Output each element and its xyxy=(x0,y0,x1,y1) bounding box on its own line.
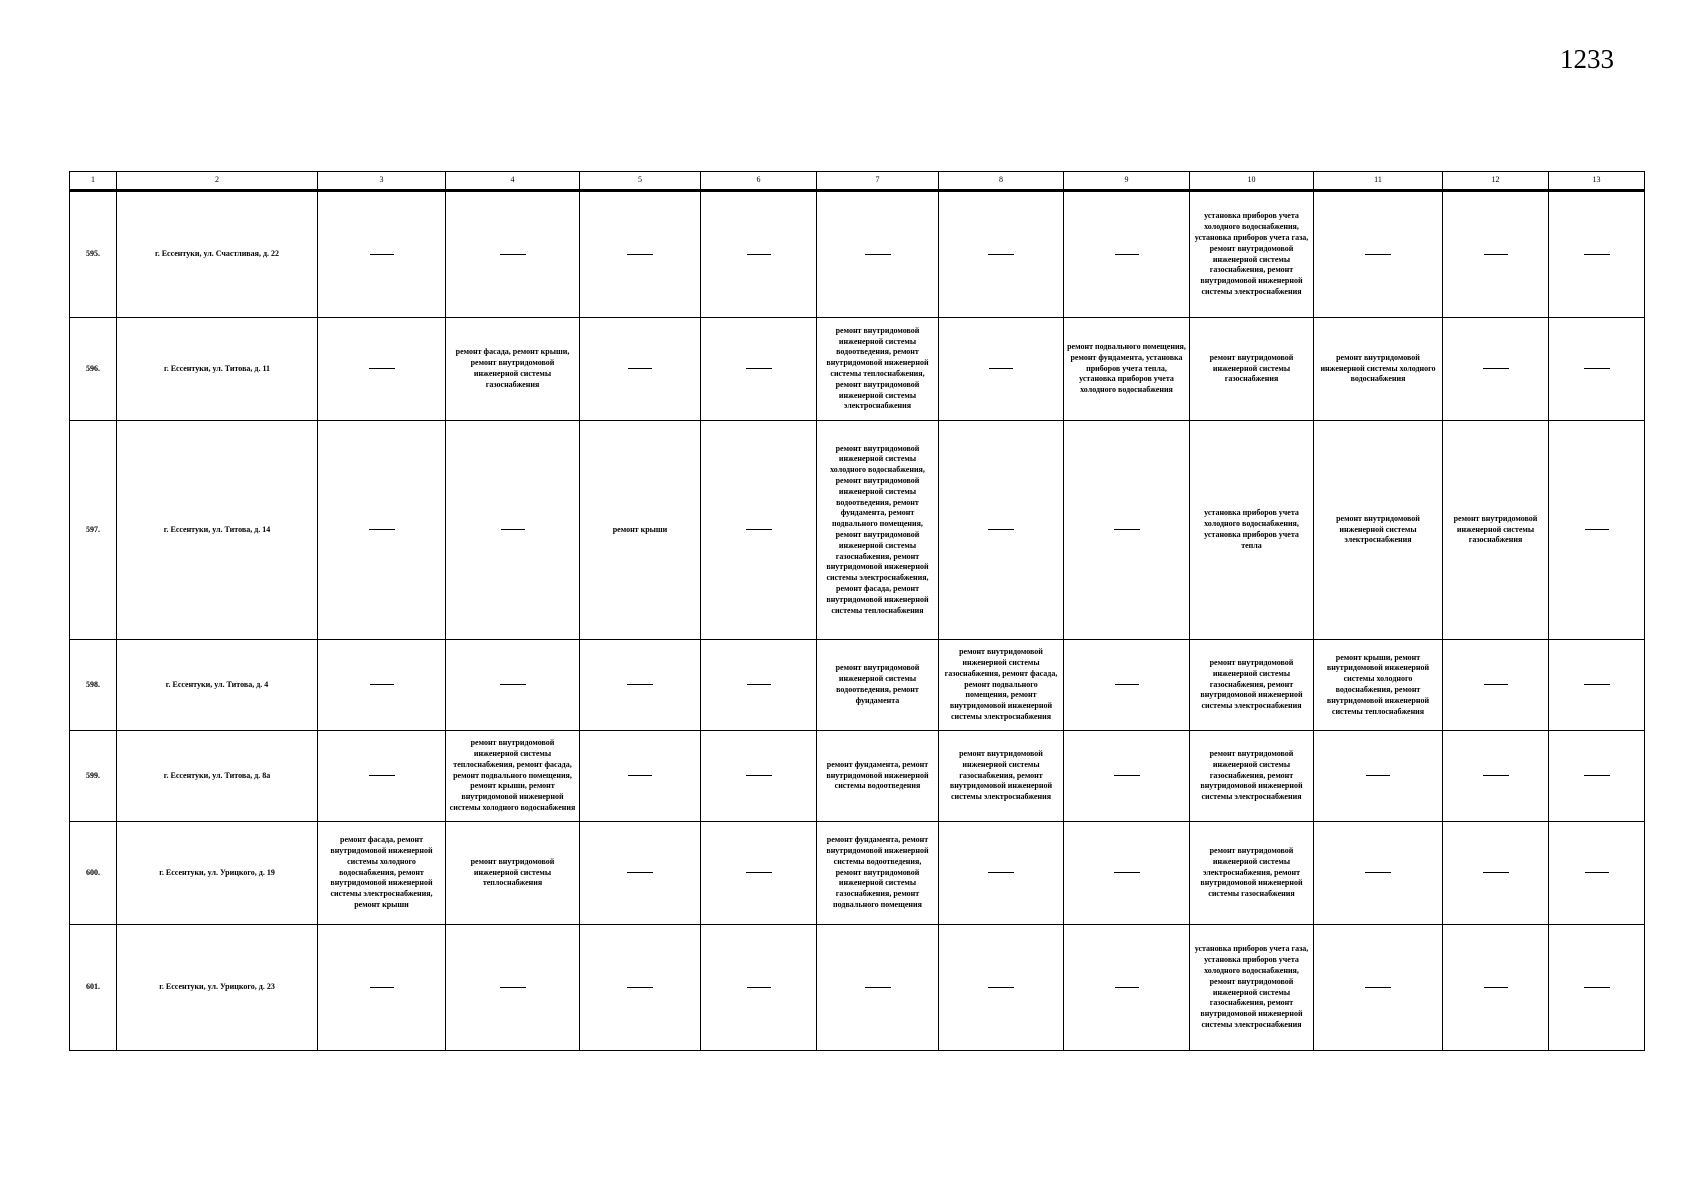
empty-cell-dash xyxy=(1443,318,1549,421)
dash-mark xyxy=(1365,254,1391,255)
empty-cell-dash xyxy=(446,925,580,1051)
work-type-cell: ремонт внутридомовой инженерной системы газоснабжения, ремонт внутридомовой инженерной системы электроснабжения xyxy=(1190,731,1314,822)
dash-mark xyxy=(628,368,652,369)
column-header-13: 13 xyxy=(1549,172,1645,191)
column-header-10: 10 xyxy=(1190,172,1314,191)
address-cell: г. Ессентуки, ул. Урицкого, д. 23 xyxy=(117,925,318,1051)
empty-cell-dash xyxy=(817,925,939,1051)
dash-mark xyxy=(501,529,525,530)
column-header-4: 4 xyxy=(446,172,580,191)
header-row xyxy=(70,172,1645,191)
dash-mark xyxy=(746,775,772,776)
empty-cell-dash xyxy=(939,318,1064,421)
dash-mark xyxy=(1366,775,1390,776)
work-type-cell: ремонт фасада, ремонт крыши, ремонт внутридомовой инженерной системы газоснабжения xyxy=(446,318,580,421)
empty-cell-dash xyxy=(580,731,701,822)
empty-cell-dash xyxy=(1549,822,1645,925)
work-type-cell: ремонт фундамента, ремонт внутридомовой инженерной системы водоотведения xyxy=(817,731,939,822)
empty-cell-dash xyxy=(580,318,701,421)
empty-cell-dash xyxy=(1064,421,1190,640)
empty-cell-dash xyxy=(318,640,446,731)
work-type-cell: ремонт внутридомовой инженерной системы газоснабжения, ремонт внутридомовой инженерной системы электроснабжения xyxy=(1190,640,1314,731)
work-type-cell: установка приборов учета холодного водоснабжения, установка приборов учета газа, ремонт внутридомовой инженерной системы газоснабжения, ремонт внутридомовой инженерной системы электроснабжения xyxy=(1190,191,1314,318)
dash-mark xyxy=(1365,987,1391,988)
work-type-cell: ремонт внутридомовой инженерной системы газоснабжения xyxy=(1190,318,1314,421)
dash-mark xyxy=(1115,987,1139,988)
empty-cell-dash xyxy=(1064,640,1190,731)
empty-cell-dash xyxy=(939,191,1064,318)
dash-mark xyxy=(746,529,772,530)
work-type-cell: установка приборов учета холодного водоснабжения, установка приборов учета тепла xyxy=(1190,421,1314,640)
table-row xyxy=(70,731,1645,822)
dash-mark xyxy=(370,684,394,685)
column-header-2: 2 xyxy=(117,172,318,191)
work-type-cell: установка приборов учета газа, установка приборов учета холодного водоснабжения, ремонт внутридомовой инженерной системы газоснабжения, ремонт внутридомовой инженерной системы электроснабжения xyxy=(1190,925,1314,1051)
empty-cell-dash xyxy=(446,640,580,731)
work-type-cell: ремонт внутридомовой инженерной системы теплоснабжения, ремонт фасада, ремонт подвального помещения, ремонт крыши, ремонт внутридомовой инженерной системы холодного водоснабжения xyxy=(446,731,580,822)
dash-mark xyxy=(988,254,1014,255)
row-number: 595. xyxy=(70,191,117,318)
table-row xyxy=(70,925,1645,1051)
empty-cell-dash xyxy=(1314,191,1443,318)
table-row xyxy=(70,640,1645,731)
empty-cell-dash xyxy=(1314,822,1443,925)
dash-mark xyxy=(1483,872,1509,873)
column-header-1: 1 xyxy=(70,172,117,191)
dash-mark xyxy=(1114,529,1140,530)
dash-mark xyxy=(500,254,526,255)
dash-mark xyxy=(747,987,771,988)
dash-mark xyxy=(988,529,1014,530)
column-header-12: 12 xyxy=(1443,172,1549,191)
empty-cell-dash xyxy=(701,822,817,925)
work-type-cell: ремонт внутридомовой инженерной системы водоотведения, ремонт фундамента xyxy=(817,640,939,731)
empty-cell-dash xyxy=(1314,731,1443,822)
dash-mark xyxy=(1584,775,1610,776)
empty-cell-dash xyxy=(701,318,817,421)
dash-mark xyxy=(1484,987,1508,988)
dash-mark xyxy=(989,368,1013,369)
dash-mark xyxy=(369,529,395,530)
dash-mark xyxy=(627,254,653,255)
work-type-cell: ремонт крыши, ремонт внутридомовой инженерной системы холодного водоснабжения, ремонт внутридомовой инженерной системы теплоснабжения xyxy=(1314,640,1443,731)
work-type-cell: ремонт подвального помещения, ремонт фундамента, установка приборов учета тепла, установка приборов учета холодного водоснабжения xyxy=(1064,318,1190,421)
empty-cell-dash xyxy=(580,640,701,731)
work-type-cell: ремонт фундамента, ремонт внутридомовой инженерной системы водоотведения, ремонт внутридомовой инженерной системы газоснабжения, ремонт подвального помещения xyxy=(817,822,939,925)
dash-mark xyxy=(747,684,771,685)
work-type-cell: ремонт внутридомовой инженерной системы холодного водоснабжения xyxy=(1314,318,1443,421)
address-cell: г. Ессентуки, ул. Счастливая, д. 22 xyxy=(117,191,318,318)
dash-mark xyxy=(1585,872,1609,873)
dash-mark xyxy=(1584,987,1610,988)
column-header-3: 3 xyxy=(318,172,446,191)
dash-mark xyxy=(1115,684,1139,685)
address-cell: г. Ессентуки, ул. Титова, д. 4 xyxy=(117,640,318,731)
empty-cell-dash xyxy=(318,421,446,640)
table-row xyxy=(70,191,1645,318)
row-number: 599. xyxy=(70,731,117,822)
work-type-cell: ремонт внутридомовой инженерной системы электроснабжения xyxy=(1314,421,1443,640)
dash-mark xyxy=(1584,254,1610,255)
column-header-5: 5 xyxy=(580,172,701,191)
empty-cell-dash xyxy=(1549,640,1645,731)
table-row xyxy=(70,421,1645,640)
empty-cell-dash xyxy=(701,421,817,640)
work-type-cell: ремонт крыши xyxy=(580,421,701,640)
dash-mark xyxy=(627,872,653,873)
dash-mark xyxy=(1483,775,1509,776)
work-type-cell: ремонт внутридомовой инженерной системы газоснабжения, ремонт фасада, ремонт подвального помещения, ремонт внутридомовой инженерной системы электроснабжения xyxy=(939,640,1064,731)
dash-mark xyxy=(988,872,1014,873)
column-header-9: 9 xyxy=(1064,172,1190,191)
dash-mark xyxy=(746,872,772,873)
table-row xyxy=(70,822,1645,925)
empty-cell-dash xyxy=(817,191,939,318)
empty-cell-dash xyxy=(701,731,817,822)
empty-cell-dash xyxy=(1314,925,1443,1051)
dash-mark xyxy=(865,254,891,255)
column-header-11: 11 xyxy=(1314,172,1443,191)
dash-mark xyxy=(747,254,771,255)
work-type-cell: ремонт внутридомовой инженерной системы водоотведения, ремонт внутридомовой инженерной системы теплоснабжения, ремонт внутридомовой инженерной системы электроснабжения xyxy=(817,318,939,421)
dash-mark xyxy=(1585,529,1609,530)
dash-mark xyxy=(500,684,526,685)
work-type-cell: ремонт внутридомовой инженерной системы газоснабжения, ремонт внутридомовой инженерной системы электроснабжения xyxy=(939,731,1064,822)
dash-mark xyxy=(746,368,772,369)
work-type-cell: ремонт внутридомовой инженерной системы теплоснабжения xyxy=(446,822,580,925)
row-number: 597. xyxy=(70,421,117,640)
empty-cell-dash xyxy=(1549,191,1645,318)
dash-mark xyxy=(1483,368,1509,369)
empty-cell-dash xyxy=(1064,731,1190,822)
dash-mark xyxy=(865,987,891,988)
empty-cell-dash xyxy=(580,822,701,925)
empty-cell-dash xyxy=(318,191,446,318)
column-header-6: 6 xyxy=(701,172,817,191)
dash-mark xyxy=(1114,775,1140,776)
empty-cell-dash xyxy=(1549,925,1645,1051)
repair-schedule-table xyxy=(69,171,1645,1051)
empty-cell-dash xyxy=(1443,731,1549,822)
empty-cell-dash xyxy=(580,925,701,1051)
dash-mark xyxy=(369,775,395,776)
address-cell: г. Ессентуки, ул. Титова, д. 8а xyxy=(117,731,318,822)
empty-cell-dash xyxy=(1064,822,1190,925)
dash-mark xyxy=(627,987,653,988)
empty-cell-dash xyxy=(701,640,817,731)
work-type-cell: ремонт внутридомовой инженерной системы электроснабжения, ремонт внутридомовой инженерной системы газоснабжения xyxy=(1190,822,1314,925)
row-number: 601. xyxy=(70,925,117,1051)
empty-cell-dash xyxy=(1549,421,1645,640)
dash-mark xyxy=(500,987,526,988)
empty-cell-dash xyxy=(701,925,817,1051)
empty-cell-dash xyxy=(1443,191,1549,318)
address-cell: г. Ессентуки, ул. Титова, д. 11 xyxy=(117,318,318,421)
address-cell: г. Ессентуки, ул. Урицкого, д. 19 xyxy=(117,822,318,925)
empty-cell-dash xyxy=(939,925,1064,1051)
empty-cell-dash xyxy=(318,318,446,421)
page-number: 1233 xyxy=(1560,44,1614,74)
empty-cell-dash xyxy=(1549,731,1645,822)
dash-mark xyxy=(1584,368,1610,369)
row-number: 600. xyxy=(70,822,117,925)
empty-cell-dash xyxy=(580,191,701,318)
empty-cell-dash xyxy=(1443,925,1549,1051)
column-header-8: 8 xyxy=(939,172,1064,191)
empty-cell-dash xyxy=(1064,925,1190,1051)
work-type-cell: ремонт внутридомовой инженерной системы газоснабжения xyxy=(1443,421,1549,640)
empty-cell-dash xyxy=(1549,318,1645,421)
dash-mark xyxy=(627,684,653,685)
dash-mark xyxy=(1114,872,1140,873)
dash-mark xyxy=(370,987,394,988)
empty-cell-dash xyxy=(939,822,1064,925)
empty-cell-dash xyxy=(318,731,446,822)
row-number: 598. xyxy=(70,640,117,731)
dash-mark xyxy=(1365,872,1391,873)
empty-cell-dash xyxy=(701,191,817,318)
row-number: 596. xyxy=(70,318,117,421)
dash-mark xyxy=(988,987,1014,988)
empty-cell-dash xyxy=(446,191,580,318)
empty-cell-dash xyxy=(939,421,1064,640)
dash-mark xyxy=(628,775,652,776)
work-type-cell: ремонт фасада, ремонт внутридомовой инженерной системы холодного водоснабжения, ремонт внутридомовой инженерной системы электроснабжения, ремонт крыши xyxy=(318,822,446,925)
empty-cell-dash xyxy=(318,925,446,1051)
empty-cell-dash xyxy=(1443,822,1549,925)
dash-mark xyxy=(1584,684,1610,685)
dash-mark xyxy=(369,368,395,369)
empty-cell-dash xyxy=(1443,640,1549,731)
empty-cell-dash xyxy=(1064,191,1190,318)
column-header-7: 7 xyxy=(817,172,939,191)
work-type-cell: ремонт внутридомовой инженерной системы холодного водоснабжения, ремонт внутридомовой инженерной системы водоотведения, ремонт фундамента, ремонт подвального помещения, ремонт внутридомовой инженерной системы газоснабжения, ремонт внутридомовой инженерной системы электроснабжения, ремонт фасада, ремонт внутридомовой инженерной системы теплоснабжения xyxy=(817,421,939,640)
dash-mark xyxy=(1484,684,1508,685)
table-row xyxy=(70,318,1645,421)
empty-cell-dash xyxy=(446,421,580,640)
dash-mark xyxy=(1484,254,1508,255)
address-cell: г. Ессентуки, ул. Титова, д. 14 xyxy=(117,421,318,640)
dash-mark xyxy=(370,254,394,255)
dash-mark xyxy=(1115,254,1139,255)
